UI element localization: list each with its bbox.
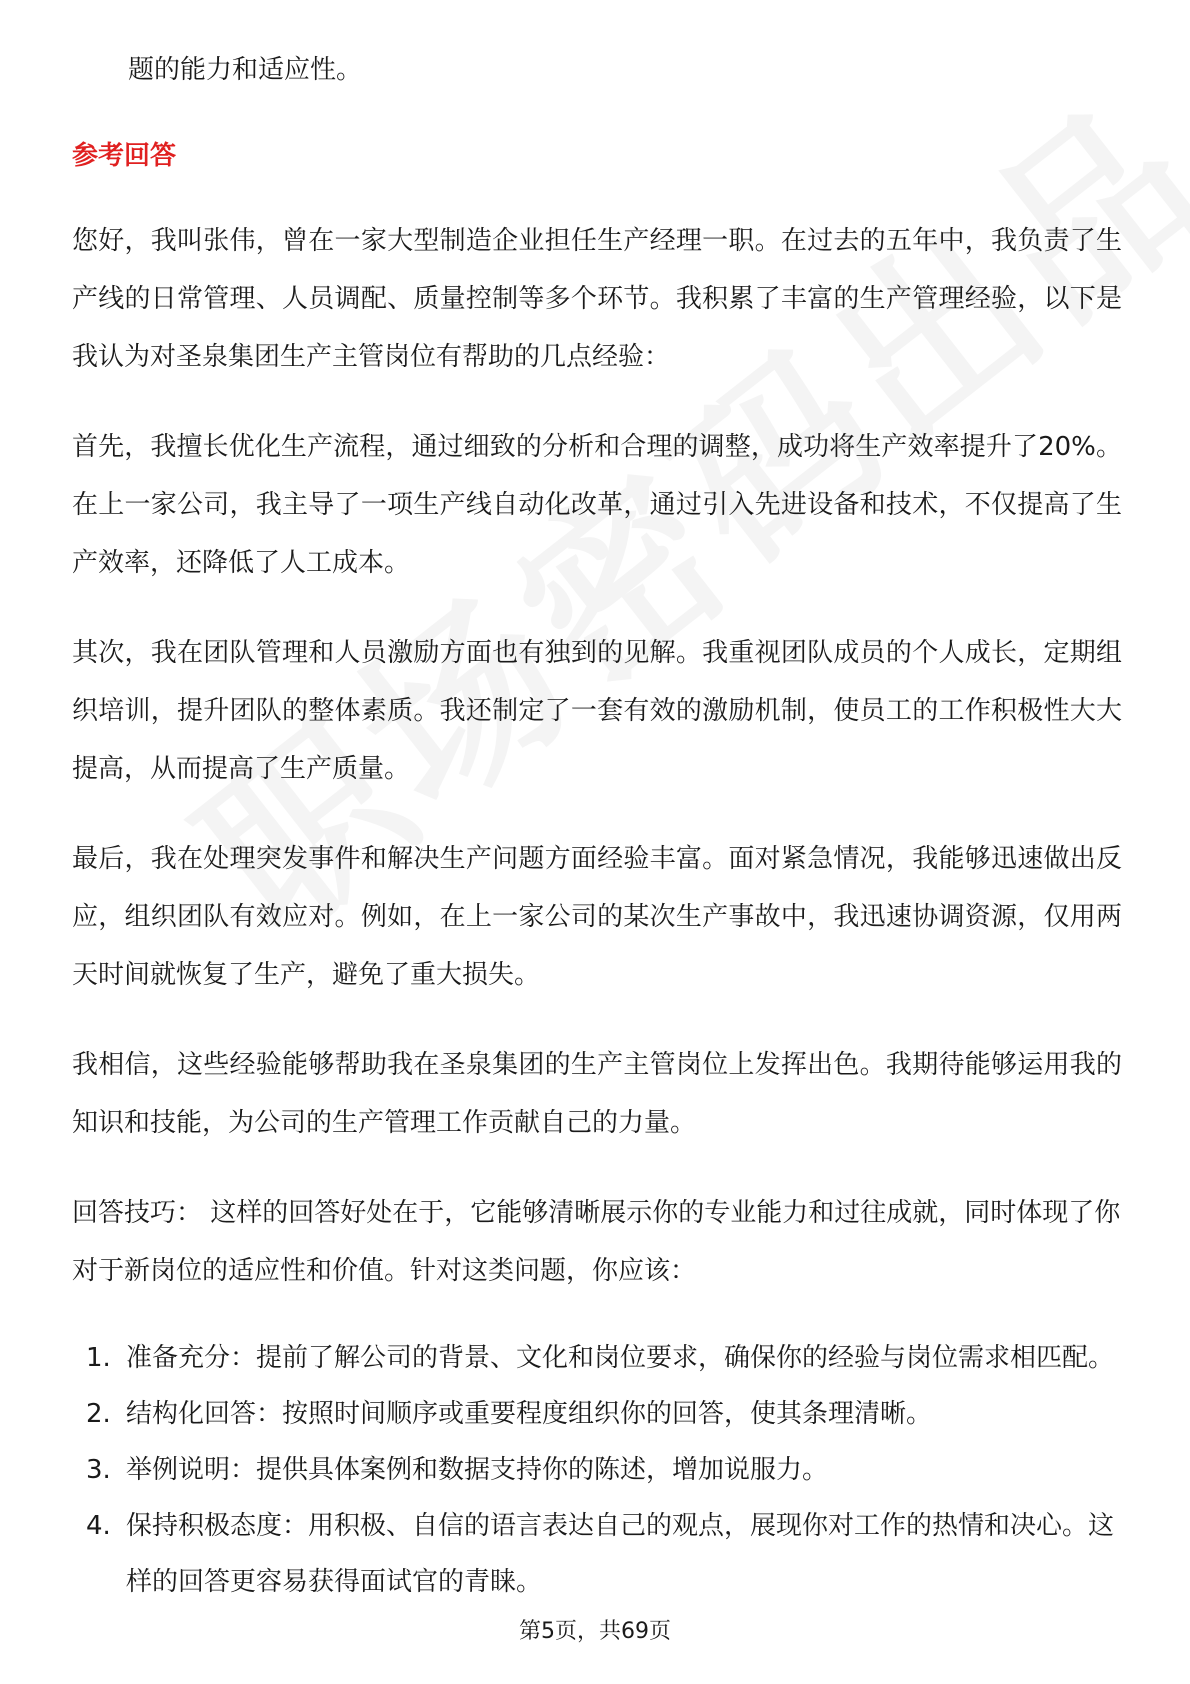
list-item bbox=[72, 1442, 1122, 1498]
answer-paragraph-4: 最后，我在处理突发事件和解决生产问题方面经验丰富。面对紧急情况，我能够迅速做出反应，组织团队有效应对。例如，在上一家公司的某次生产事故中，我迅速协调资源，仅用两天时间就恢复了生产，避免了重大损失。 bbox=[72, 844, 1122, 990]
page-number: 第5页，共69页 bbox=[519, 1619, 671, 1644]
section-title: 参考回答 bbox=[72, 141, 177, 171]
list-item bbox=[72, 1330, 1122, 1386]
tips-intro: 回答技巧： 这样的回答好处在于，它能够清晰展示你的专业能力和过往成就，同时体现了你对于新岗位的适应性和价值。针对这类问题，你应该： bbox=[72, 1198, 1121, 1286]
answer-paragraph-2: 首先，我擅长优化生产流程，通过细致的分析和合理的调整，成功将生产效率提升了20%。在上一家公司，我主导了一项生产线自动化改革，通过引入先进设备和技术，不仅提高了生产效率，还降低了人工成本。 bbox=[72, 432, 1122, 578]
list-number: 3. bbox=[86, 1455, 111, 1485]
list-item-text: 结构化回答：按照时间顺序或重要程度组织你的回答，使其条理清晰。 bbox=[126, 1399, 933, 1429]
continued-text: 题的能力和适应性。 bbox=[128, 55, 363, 85]
list-number: 4. bbox=[86, 1511, 111, 1541]
page-content bbox=[72, 44, 1122, 1610]
list-item-text: 保持积极态度：用积极、自信的语言表达自己的观点，展现你对工作的热情和决心。这样的回答更容易获得面试官的青睐。 bbox=[126, 1511, 1115, 1597]
list-number: 2. bbox=[86, 1399, 111, 1429]
answer-paragraph-1: 您好，我叫张伟，曾在一家大型制造企业担任生产经理一职。在过去的五年中，我负责了生产线的日常管理、人员调配、质量控制等多个环节。我积累了丰富的生产管理经验，以下是我认为对圣泉集团生产主管岗位有帮助的几点经验： bbox=[72, 226, 1122, 372]
list-item bbox=[72, 1498, 1122, 1610]
answer-paragraph-5: 我相信，这些经验能够帮助我在圣泉集团的生产主管岗位上发挥出色。我期待能够运用我的知识和技能，为公司的生产管理工作贡献自己的力量。 bbox=[72, 1050, 1122, 1138]
list-item-text: 准备充分：提前了解公司的背景、文化和岗位要求，确保你的经验与岗位需求相匹配。 bbox=[126, 1343, 1115, 1373]
list-number: 1. bbox=[86, 1343, 111, 1373]
answer-paragraph-3: 其次，我在团队管理和人员激励方面也有独到的见解。我重视团队成员的个人成长，定期组织培训，提升团队的整体素质。我还制定了一套有效的激励机制，使员工的工作积极性大大提高，从而提高了生产质量。 bbox=[72, 638, 1122, 784]
tips-list bbox=[72, 1330, 1122, 1610]
list-item bbox=[72, 1386, 1122, 1442]
list-item-text: 举例说明：提供具体案例和数据支持你的陈述，增加说服力。 bbox=[126, 1455, 829, 1485]
